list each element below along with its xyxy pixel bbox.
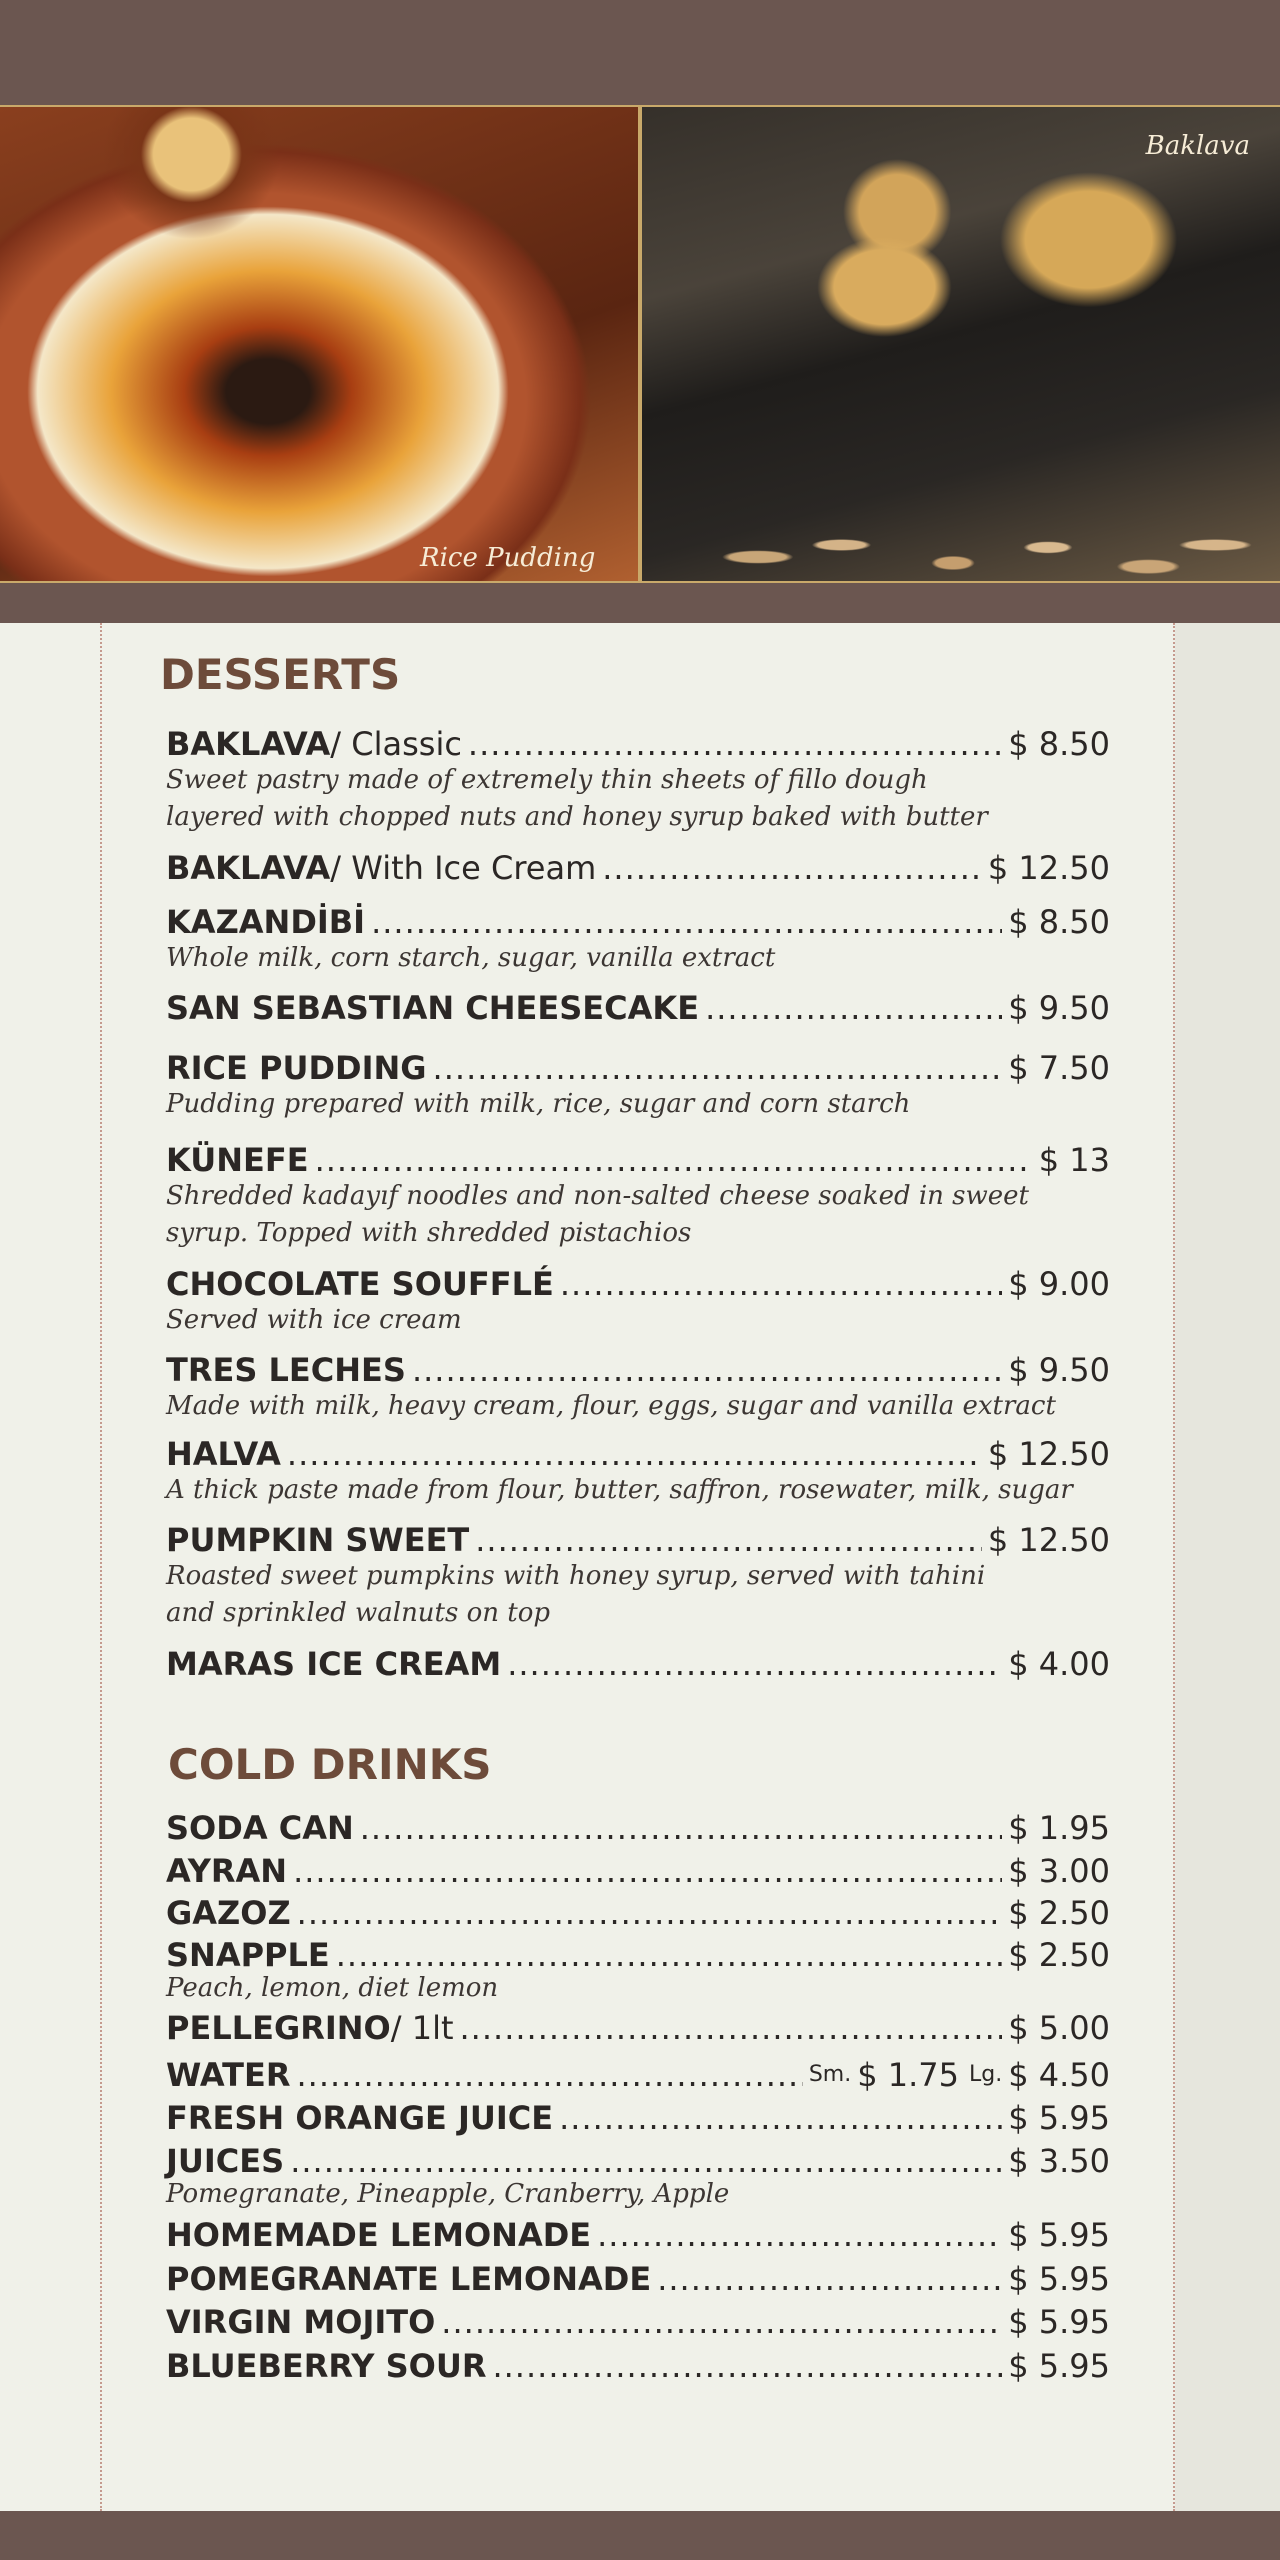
leader-dots [412,1352,1002,1388]
leader-dots [492,2348,1002,2384]
leader-dots [602,850,982,886]
menu-item [166,2217,1110,2253]
top-band [0,0,1280,105]
item-price: $ 4.50 [1008,2056,1110,2094]
item-name: SNAPPLE [166,1936,330,1974]
size-label-small: Sm. [808,2062,852,2087]
item-price-small: $ 1.75 [857,2056,959,2094]
item-name: HOMEMADE LEMONADE [166,2216,592,2254]
item-name: AYRAN [166,1852,288,1890]
rice-pudding-caption: Rice Pudding [420,543,596,573]
menu-item [166,904,1110,977]
item-name: FRESH ORANGE JUICE [166,2099,554,2137]
item-name: RICE PUDDING [166,1049,427,1087]
item-description: Served with ice cream [166,1305,462,1335]
leader-dots [371,904,1002,940]
leader-dots [336,1937,1002,1973]
item-variant: / Classic [330,725,462,763]
menu-item [166,2100,1110,2136]
item-price: $ 7.50 [1008,1049,1110,1087]
right-margin-strip [1175,623,1280,2511]
item-description: Sweet pastry made of extremely thin sheets of fillo dough [166,765,928,795]
leader-dots [460,2010,1003,2046]
menu-item [166,2348,1110,2384]
item-name: POMEGRANATE LEMONADE [166,2260,652,2298]
item-name: BAKLAVA [166,725,331,763]
item-name: SODA CAN [166,1809,354,1847]
item-name: PUMPKIN SWEET [166,1521,470,1559]
item-price: $ 5.95 [1008,2347,1110,2385]
left-dotted-rule [100,623,102,2511]
menu-item [166,1853,1110,1889]
item-price: $ 5.00 [1008,2009,1110,2047]
size-label-large: Lg. [969,2062,1003,2087]
leader-dots [560,1266,1002,1302]
menu-item [166,1895,1110,1931]
menu-item [166,1436,1110,1509]
cold-drinks-heading: COLD DRINKS [168,1740,492,1789]
leader-dots [597,2217,1002,2253]
leader-dots [657,2261,1002,2297]
item-name: KAZANDİBİ [166,903,366,941]
leader-dots [507,1646,1002,1682]
item-price: $ 8.50 [1008,725,1110,763]
leader-dots [315,1142,1033,1178]
menu-item [166,1352,1110,1425]
leader-dots [290,2143,1002,2179]
menu-item [166,850,1110,886]
menu-item [166,1142,1110,1252]
item-price: $ 5.95 [1008,2303,1110,2341]
menu-item [166,1050,1110,1123]
baklava-photo [642,107,1280,581]
item-description: Pudding prepared with milk, rice, sugar and corn starch [166,1089,911,1119]
item-price: $ 5.95 [1008,2216,1110,2254]
menu-item [166,2304,1110,2340]
menu-item [166,2143,1110,2209]
menu-item [166,990,1110,1026]
item-name: PELLEGRINO [166,2009,391,2047]
item-description: syrup. Topped with shredded pistachios [166,1218,692,1248]
item-price: $ 4.00 [1008,1645,1110,1683]
item-price: $ 2.50 [1008,1894,1110,1932]
desserts-heading: DESSERTS [160,650,401,699]
item-name: VIRGIN MOJITO [166,2303,436,2341]
item-description: Whole milk, corn starch, sugar, vanilla extract [166,943,776,973]
item-description: Roasted sweet pumpkins with honey syrup, served with tahini [166,1561,986,1591]
rice-pudding-photo [0,107,638,581]
item-price: $ 9.50 [1008,1351,1110,1389]
item-price: $ 8.50 [1008,903,1110,941]
item-name: TRES LECHES [166,1351,406,1389]
item-name: CHOCOLATE SOUFFLÉ [166,1265,554,1303]
menu-item [166,1522,1110,1632]
item-name: BLUEBERRY SOUR [166,2347,487,2385]
menu-item [166,726,1110,836]
item-name: HALVA [166,1435,281,1473]
leader-dots [433,1050,1003,1086]
leader-dots [475,1522,982,1558]
item-price: $ 12.50 [987,1521,1110,1559]
item-name: BAKLAVA [166,849,331,887]
menu-item [166,1937,1110,2003]
baklava-caption: Baklava [1145,131,1250,161]
item-variant: / With Ice Cream [330,849,597,887]
item-description: and sprinkled walnuts on top [166,1598,551,1628]
item-price: $ 3.00 [1008,1852,1110,1890]
bottom-band [0,2511,1280,2560]
photo-banner [0,105,1280,583]
item-price: $ 9.50 [1008,989,1110,1027]
item-price: $ 5.95 [1008,2099,1110,2137]
leader-dots [360,1810,1002,1846]
leader-dots [297,1895,1003,1931]
leader-dots [296,2057,802,2093]
item-price: $ 3.50 [1008,2142,1110,2180]
item-description: Pomegranate, Pineapple, Cranberry, Apple [166,2179,730,2209]
leader-dots [287,1436,982,1472]
item-price: $ 9.00 [1008,1265,1110,1303]
item-description: Made with milk, heavy cream, flour, eggs, sugar and vanilla extract [166,1391,1056,1421]
item-description: Shredded kadayıf noodles and non-salted cheese soaked in sweet [166,1181,1030,1211]
item-price: $ 2.50 [1008,1936,1110,1974]
item-variant: / 1lt [390,2009,454,2047]
item-name: WATER [166,2056,291,2094]
item-name: MARAS ICE CREAM [166,1645,502,1683]
item-name: JUICES [166,2142,285,2180]
item-price: $ 1.95 [1008,1809,1110,1847]
item-price: $ 13 [1038,1141,1110,1179]
item-description: layered with chopped nuts and honey syrup baked with butter [166,802,988,832]
item-price: $ 12.50 [987,1435,1110,1473]
leader-dots [441,2304,1002,2340]
menu-item [166,2057,1110,2093]
item-description: Peach, lemon, diet lemon [166,1973,499,2003]
leader-dots [293,1853,1002,1889]
right-dotted-rule [1173,623,1175,2511]
item-name: GAZOZ [166,1894,291,1932]
leader-dots [559,2100,1002,2136]
item-name: KÜNEFE [166,1141,309,1179]
leader-dots [705,990,1002,1026]
item-price: $ 5.95 [1008,2260,1110,2298]
menu-item [166,1646,1110,1682]
item-description: A thick paste made from flour, butter, saffron, rosewater, milk, sugar [166,1475,1073,1505]
menu-item [166,2261,1110,2297]
menu-item [166,1810,1110,1846]
menu-item [166,1266,1110,1339]
item-price: $ 12.50 [987,849,1110,887]
leader-dots [468,726,1002,762]
item-name: SAN SEBASTIAN CHEESECAKE [166,989,700,1027]
menu-item [166,2010,1110,2046]
